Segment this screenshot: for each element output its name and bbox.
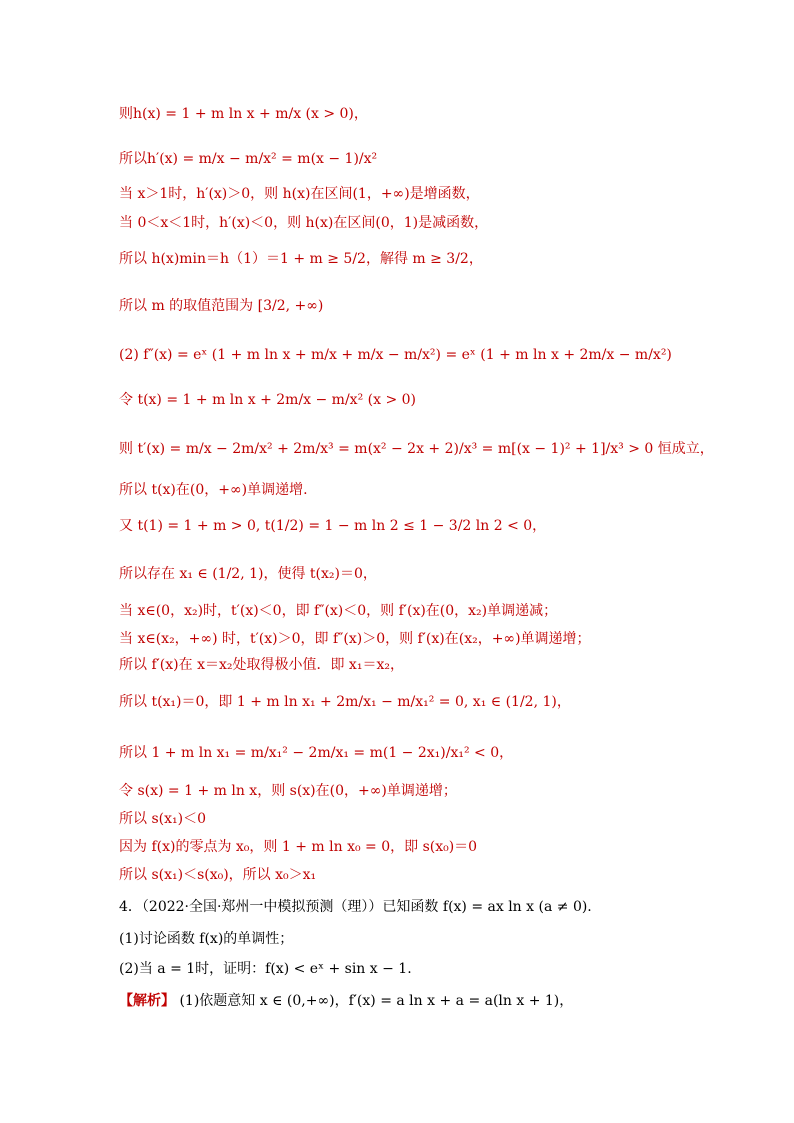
line-17: 所以 1 + m ln x₁ = m/x₁² − 2m/x₁ = m(1 − 2x₁)/x₁² < 0， <box>119 745 514 761</box>
line-21: 所以 s(x₁)＜s(x₀)，所以 x₀＞x₁ <box>119 867 317 883</box>
solution-text: (1)依题意知 x ∈ (0,+∞)，f′(x) = a ln x + a = a(ln x + 1)， <box>179 993 574 1009</box>
solution-tag: 【解析】 <box>119 993 175 1009</box>
line-10: 所以 t(x)在(0，+∞)单调递增. <box>119 482 308 498</box>
line-15: 所以 f′(x)在 x＝x₂处取得极小值．即 x₁＝x₂， <box>119 657 404 673</box>
line-4: 当 0＜x＜1时，h′(x)＜0，则 h(x)在区间(0，1)是减函数， <box>119 215 489 231</box>
line-1: 则h(x) = 1 + m ln x + m/x (x > 0)， <box>119 106 368 122</box>
line-18: 令 s(x) = 1 + m ln x，则 s(x)在(0，+∞)单调递增； <box>119 783 457 799</box>
line-2: 所以h′(x) = m/x − m/x² = m(x − 1)/x² <box>119 151 378 167</box>
line-7: (2) f″(x) = eˣ (1 + m ln x + m/x + m/x − m/x²) = eˣ (1 + m ln x + 2m/x − m/x²) <box>119 347 672 363</box>
line-19: 所以 s(x₁)＜0 <box>119 811 206 827</box>
line-12: 所以存在 x₁ ∈ (1/2, 1)，使得 t(x₂)＝0， <box>119 566 377 582</box>
line-11: 又 t(1) = 1 + m > 0, t(1/2) = 1 − m ln 2 ≤ 1 − 3/2 ln 2 < 0， <box>119 518 547 534</box>
problem-4-title: 4．（2022·全国·郑州一中模拟预测（理））已知函数 f(x) = ax ln x (a ≠ 0). <box>119 899 592 915</box>
line-20: 因为 f(x)的零点为 x₀，则 1 + m ln x₀ = 0，即 s(x₀)＝0 <box>119 839 478 855</box>
line-13: 当 x∈(0，x₂)时，t′(x)＜0，即 f″(x)＜0，则 f′(x)在(0，x₂)单调递减； <box>119 603 558 619</box>
line-3: 当 x＞1时，h′(x)＞0，则 h(x)在区间(1，+∞)是增函数， <box>119 186 480 202</box>
line-8: 令 t(x) = 1 + m ln x + 2m/x − m/x² (x > 0) <box>119 392 416 408</box>
line-16: 所以 t(x₁)＝0，即 1 + m ln x₁ + 2m/x₁ − m/x₁² = 0, x₁ ∈ (1/2, 1)， <box>119 694 571 710</box>
line-9: 则 t′(x) = m/x − 2m/x² + 2m/x³ = m(x² − 2x + 2)/x³ = m[(x − 1)² + 1]/x³ > 0 恒成立， <box>119 441 714 457</box>
problem-4-part1: (1)讨论函数 f(x)的单调性； <box>119 931 294 947</box>
solution-line <box>119 993 573 1009</box>
problem-4-part2: (2)当 a = 1时，证明：f(x) < eˣ + sin x − 1. <box>119 961 412 977</box>
line-5: 所以 h(x)min＝h（1）＝1 + m ≥ 5/2，解得 m ≥ 3/2， <box>119 251 483 267</box>
line-14: 当 x∈(x₂，+∞) 时，t′(x)＞0，即 f″(x)＞0，则 f′(x)在(x₂，+∞)单调递增； <box>119 631 591 647</box>
line-6: 所以 m 的取值范围为 [3/2, +∞) <box>119 298 324 314</box>
